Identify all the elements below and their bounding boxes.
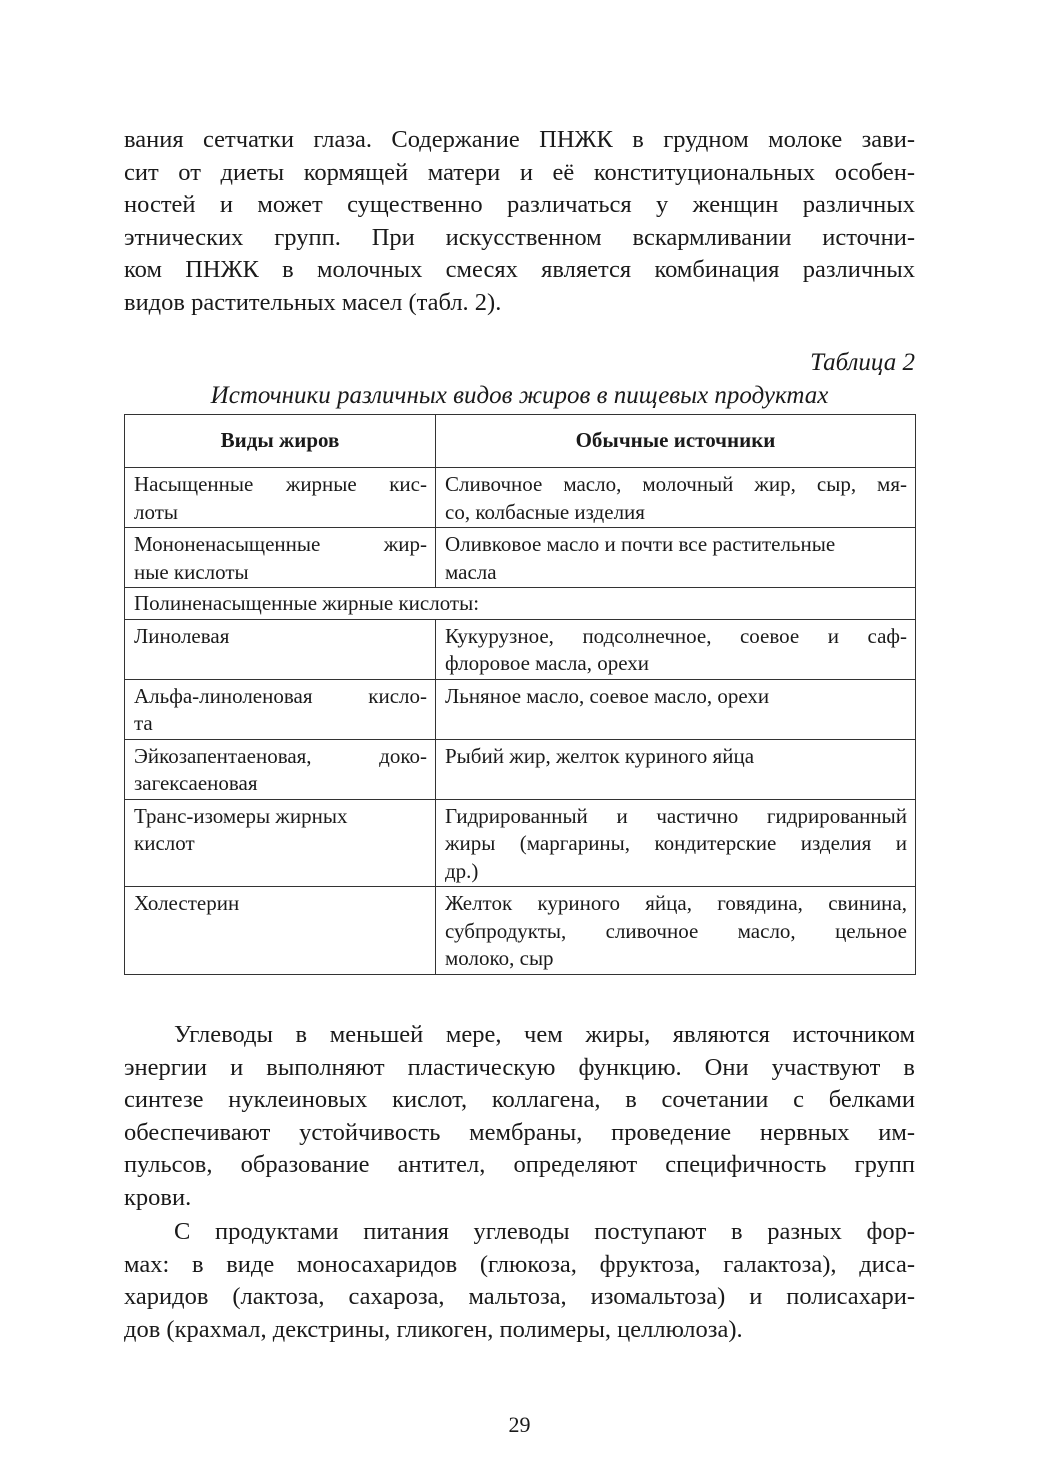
text-line: ком ПНЖК в молочных смесях является комбинация различных [124, 256, 915, 284]
header-sources: Обычные источники [436, 415, 916, 468]
text-line: пульсов, образование антител, определяют специфичность групп [124, 1151, 915, 1179]
text-line: энергии и выполняют пластическую функцию. Они участвуют в [124, 1053, 915, 1081]
cell-line: субпродукты, сливочное масло, цельное [445, 918, 907, 943]
cell-line: со, колбасные изделия [445, 499, 645, 524]
fat-type-cell [125, 619, 436, 679]
table-row [125, 739, 916, 799]
sources-cell [436, 887, 916, 975]
fat-type-cell [125, 679, 436, 739]
sources-cell [436, 679, 916, 739]
table-row [125, 799, 916, 887]
carbohydrates-paragraph [124, 1019, 915, 1215]
cell-line: та [134, 711, 153, 735]
text-line: сит от диеты кормящей матери и её конституциональных особен- [124, 158, 915, 186]
cell-line: Линолевая [134, 623, 230, 648]
fat-type-cell [125, 739, 436, 799]
table-row [125, 619, 916, 679]
sources-cell [436, 619, 916, 679]
cell-line: молоко, сыр [445, 946, 554, 970]
cell-line: Холестерин [134, 891, 240, 915]
cell-line: жиры (маргарины, кондитерские изделия и [445, 831, 907, 855]
fat-type-cell [125, 468, 436, 528]
cell-line: кислот [134, 831, 195, 855]
table-header-row [125, 415, 916, 468]
text-line: вания сетчатки глаза. Содержание ПНЖК в грудном молоке зави- [124, 126, 915, 153]
cell-line: Оливковое масло и почти все растительные [445, 532, 836, 556]
cell-line: Транс-изомеры жирных [134, 803, 348, 828]
intro-paragraph [124, 124, 915, 320]
fat-type-cell [125, 528, 436, 588]
pufa-group-cell: Полиненасыщенные жирные кислоты: [125, 588, 916, 620]
cell-line: др.) [445, 858, 479, 883]
fat-sources-table [124, 414, 916, 975]
text-line: С продуктами питания углеводы поступают в разных фор- [174, 1218, 915, 1245]
text-line: ностей и может существенно различаться у женщин различных [124, 191, 915, 219]
cell-line: масла [445, 559, 497, 584]
table-row [125, 528, 916, 588]
table-row-group-heading [125, 588, 916, 620]
text-line: синтезе нуклеиновых кислот, коллагена, в сочетании с белками [124, 1086, 915, 1114]
fat-type-cell [125, 887, 436, 975]
cell-line: Сливочное масло, молочный жир, сыр, мя- [445, 472, 907, 496]
cell-line: загексаеновая [134, 771, 258, 795]
cell-line: Льняное масло, соевое масло, орехи [445, 683, 770, 708]
text-line: крови. [124, 1183, 192, 1211]
table-row [125, 887, 916, 975]
table-label: Таблица 2 [810, 349, 915, 376]
cell-line: Гидрированный и частично гидрированный [445, 803, 907, 828]
cell-line: ные кислоты [134, 559, 249, 584]
text-line: видов растительных масел (табл. 2). [124, 288, 502, 316]
text-line: мах: в виде моносахаридов (глюкоза, фруктоза, галактоза), диса- [124, 1250, 915, 1278]
header-fat-type: Виды жиров [125, 415, 436, 468]
text-line: дов (крахмал, декстрины, гликоген, полимеры, целлюлоза). [124, 1315, 743, 1343]
table-row [125, 468, 916, 528]
sources-cell [436, 799, 916, 887]
cell-line: флоровое масла, орехи [445, 651, 650, 675]
carbohydrate-forms-paragraph [124, 1216, 915, 1346]
text-line: обеспечивают устойчивость мембраны, проведение нервных им- [124, 1118, 915, 1146]
cell-line: Мононенасыщенные жир- [134, 532, 427, 556]
fat-type-cell [125, 799, 436, 887]
text-line: Углеводы в меньшей мере, чем жиры, являются источником [174, 1021, 915, 1048]
cell-line: Желток куриного яйца, говядина, свинина, [445, 891, 907, 915]
text-line: этнических групп. При искусственном вскармливании источни- [124, 223, 915, 251]
cell-line: Альфа-линоленовая кисло- [134, 683, 427, 708]
page-number: 29 [508, 1412, 531, 1437]
sources-cell [436, 528, 916, 588]
cell-line: Насыщенные жирные кис- [134, 472, 427, 496]
cell-line: Кукурузное, подсолнечное, соевое и саф- [445, 623, 907, 648]
table-title: Источники различных видов жиров в пищевых продуктах [210, 382, 829, 409]
sources-cell [436, 739, 916, 799]
cell-line: Рыбий жир, желток куриного яйца [445, 743, 755, 768]
sources-cell [436, 468, 916, 528]
cell-line: Эйкозапентаеновая, доко- [134, 743, 427, 768]
text-line: харидов (лактоза, сахароза, мальтоза, изомальтоза) и полисахари- [124, 1283, 915, 1311]
cell-line: лоты [134, 499, 178, 524]
table-row [125, 679, 916, 739]
